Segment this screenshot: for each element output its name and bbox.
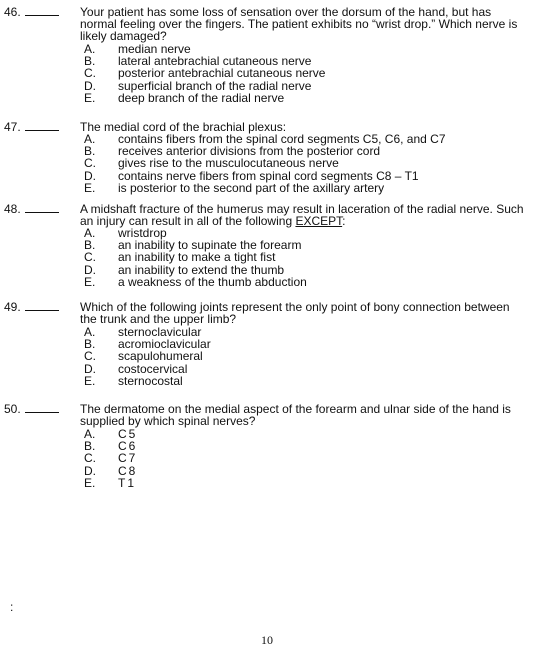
question-stem: The medial cord of the brachial plexus: bbox=[80, 120, 287, 134]
page-number: 10 bbox=[261, 633, 273, 647]
emphasis-except: EXCEPT bbox=[295, 214, 343, 229]
answer-blank bbox=[25, 403, 59, 413]
question-number: 47. bbox=[4, 121, 59, 133]
question-stem: Which of the following joints represent the only point of bony connection between the trunk and the upper limb? bbox=[80, 300, 510, 327]
answer-blank bbox=[25, 203, 59, 213]
question-number: 50. bbox=[4, 403, 59, 415]
question-stem: Your patient has some loss of sensation over the dorsum of the hand, but has normal feeling over the fingers. The patient exhibits no “wrist drop.” Which nerve is likely damaged? bbox=[80, 5, 518, 44]
question-stem: A midshaft fracture of the humerus may result in laceration of the radial nerve. Such an injury can result in all of the following EXCEPT: bbox=[80, 202, 524, 229]
answer-blank bbox=[25, 6, 59, 16]
question-number: 49. bbox=[4, 301, 59, 313]
question-stem: The dermatome on the medial aspect of the forearm and ulnar side of the hand is supplied by which spinal nerves? bbox=[80, 402, 511, 429]
question-number: 48. bbox=[4, 203, 59, 215]
question-number: 46. bbox=[4, 6, 59, 18]
answer-blank bbox=[25, 301, 59, 311]
stray-colon: : bbox=[10, 600, 14, 614]
answer-blank bbox=[25, 121, 59, 131]
